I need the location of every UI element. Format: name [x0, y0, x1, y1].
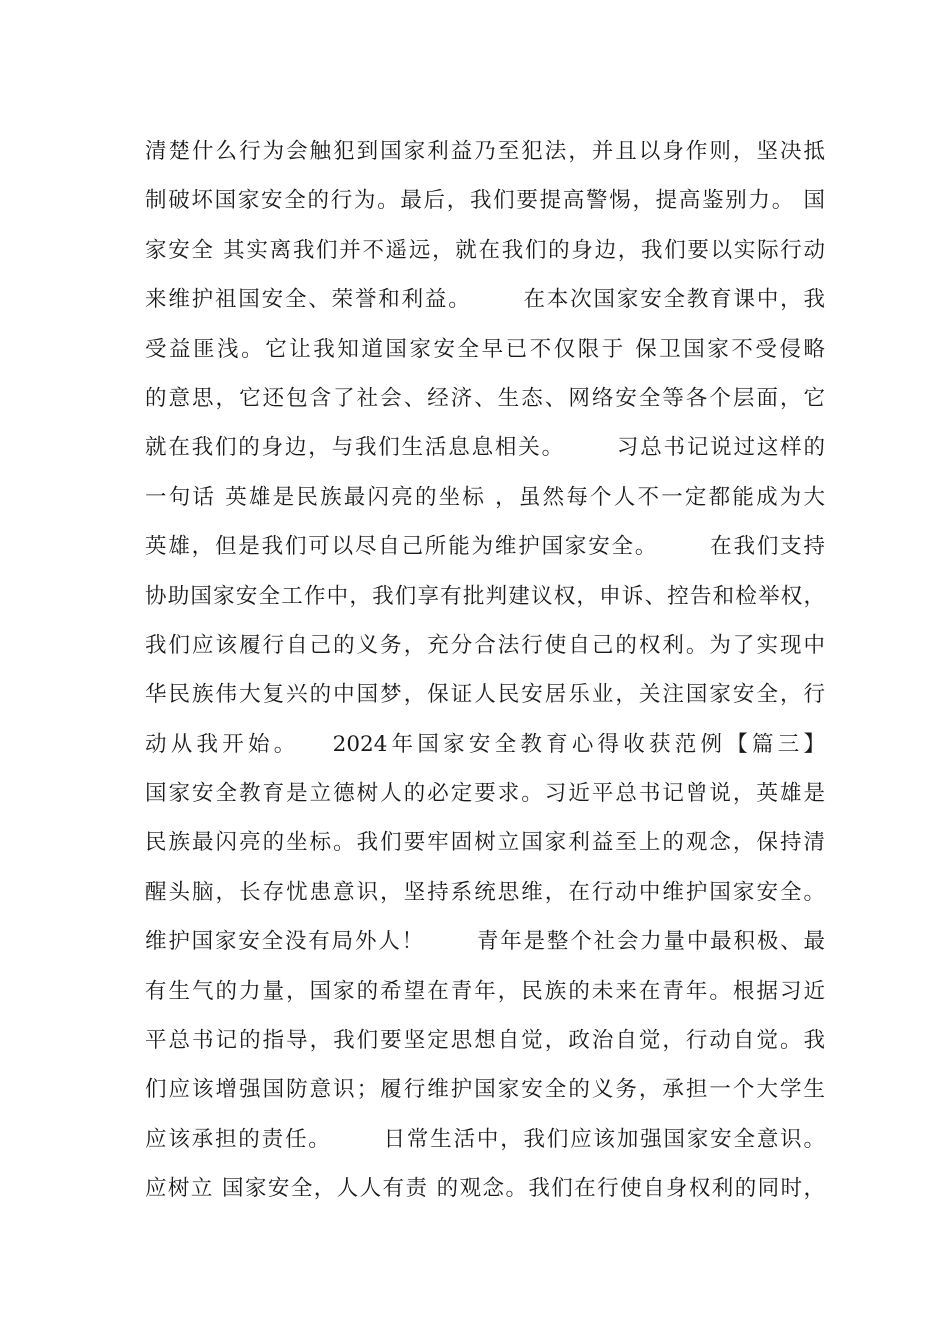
- text-line: 应树立 国家安全，人人有责 的观念。我们在行使自身权利的同时，: [145, 1176, 825, 1202]
- text-line: 们应该增强国防意识；履行维护国家安全的义务，承担一个大学生: [145, 1077, 825, 1103]
- text-line: 民族最闪亮的坐标。我们要牢固树立国家利益至上的观念，保持清: [145, 830, 825, 856]
- text-line: 平总书记的指导，我们要坚定思想自觉，政治自觉，行动自觉。我: [145, 1028, 825, 1054]
- text-line: 受益匪浅。它让我知道国家安全早已不仅限于 保卫国家不受侵略: [145, 336, 825, 362]
- body-text: [145, 127, 825, 1214]
- text-line: 动从我开始。 2024年国家安全教育心得收获范例【篇三】: [145, 731, 825, 757]
- text-line: 协助国家安全工作中，我们享有批判建议权，申诉、控告和检举权，: [145, 583, 825, 609]
- text-line: 国家安全教育是立德树人的必定要求。习近平总书记曾说，英雄是: [145, 781, 825, 807]
- text-line: 的意思，它还包含了社会、经济、生态、网络安全等各个层面，它: [145, 385, 825, 411]
- text-line: 家安全 其实离我们并不遥远，就在我们的身边，我们要以实际行动: [145, 237, 825, 263]
- text-line: 我们应该履行自己的义务，充分合法行使自己的权利。为了实现中: [145, 632, 825, 658]
- text-line: 有生气的力量，国家的希望在青年，民族的未来在青年。根据习近: [145, 978, 825, 1004]
- text-line: 制破坏国家安全的行为。最后，我们要提高警惕，提高鉴别力。 国: [145, 188, 825, 214]
- text-line: 华民族伟大复兴的中国梦，保证人民安居乐业，关注国家安全，行: [145, 682, 825, 708]
- text-line: 应该承担的责任。 日常生活中，我们应该加强国家安全意识。: [145, 1126, 825, 1152]
- text-line: 一句话 英雄是民族最闪亮的坐标 ，虽然每个人不一定都能成为大: [145, 484, 825, 510]
- text-line: 就在我们的身边，与我们生活息息相关。 习总书记说过这样的: [145, 435, 825, 461]
- text-line: 英雄，但是我们可以尽自己所能为维护国家安全。 在我们支持: [145, 534, 825, 560]
- text-line: 醒头脑，长存忧患意识，坚持系统思维，在行动中维护国家安全。: [145, 879, 825, 905]
- text-line: 清楚什么行为会触犯到国家利益乃至犯法，并且以身作则，坚决抵: [145, 139, 825, 164]
- text-line: 维护国家安全没有局外人！ 青年是整个社会力量中最积极、最: [145, 929, 825, 955]
- text-line: 来维护祖国安全、荣誉和利益。 在本次国家安全教育课中，我: [145, 287, 825, 313]
